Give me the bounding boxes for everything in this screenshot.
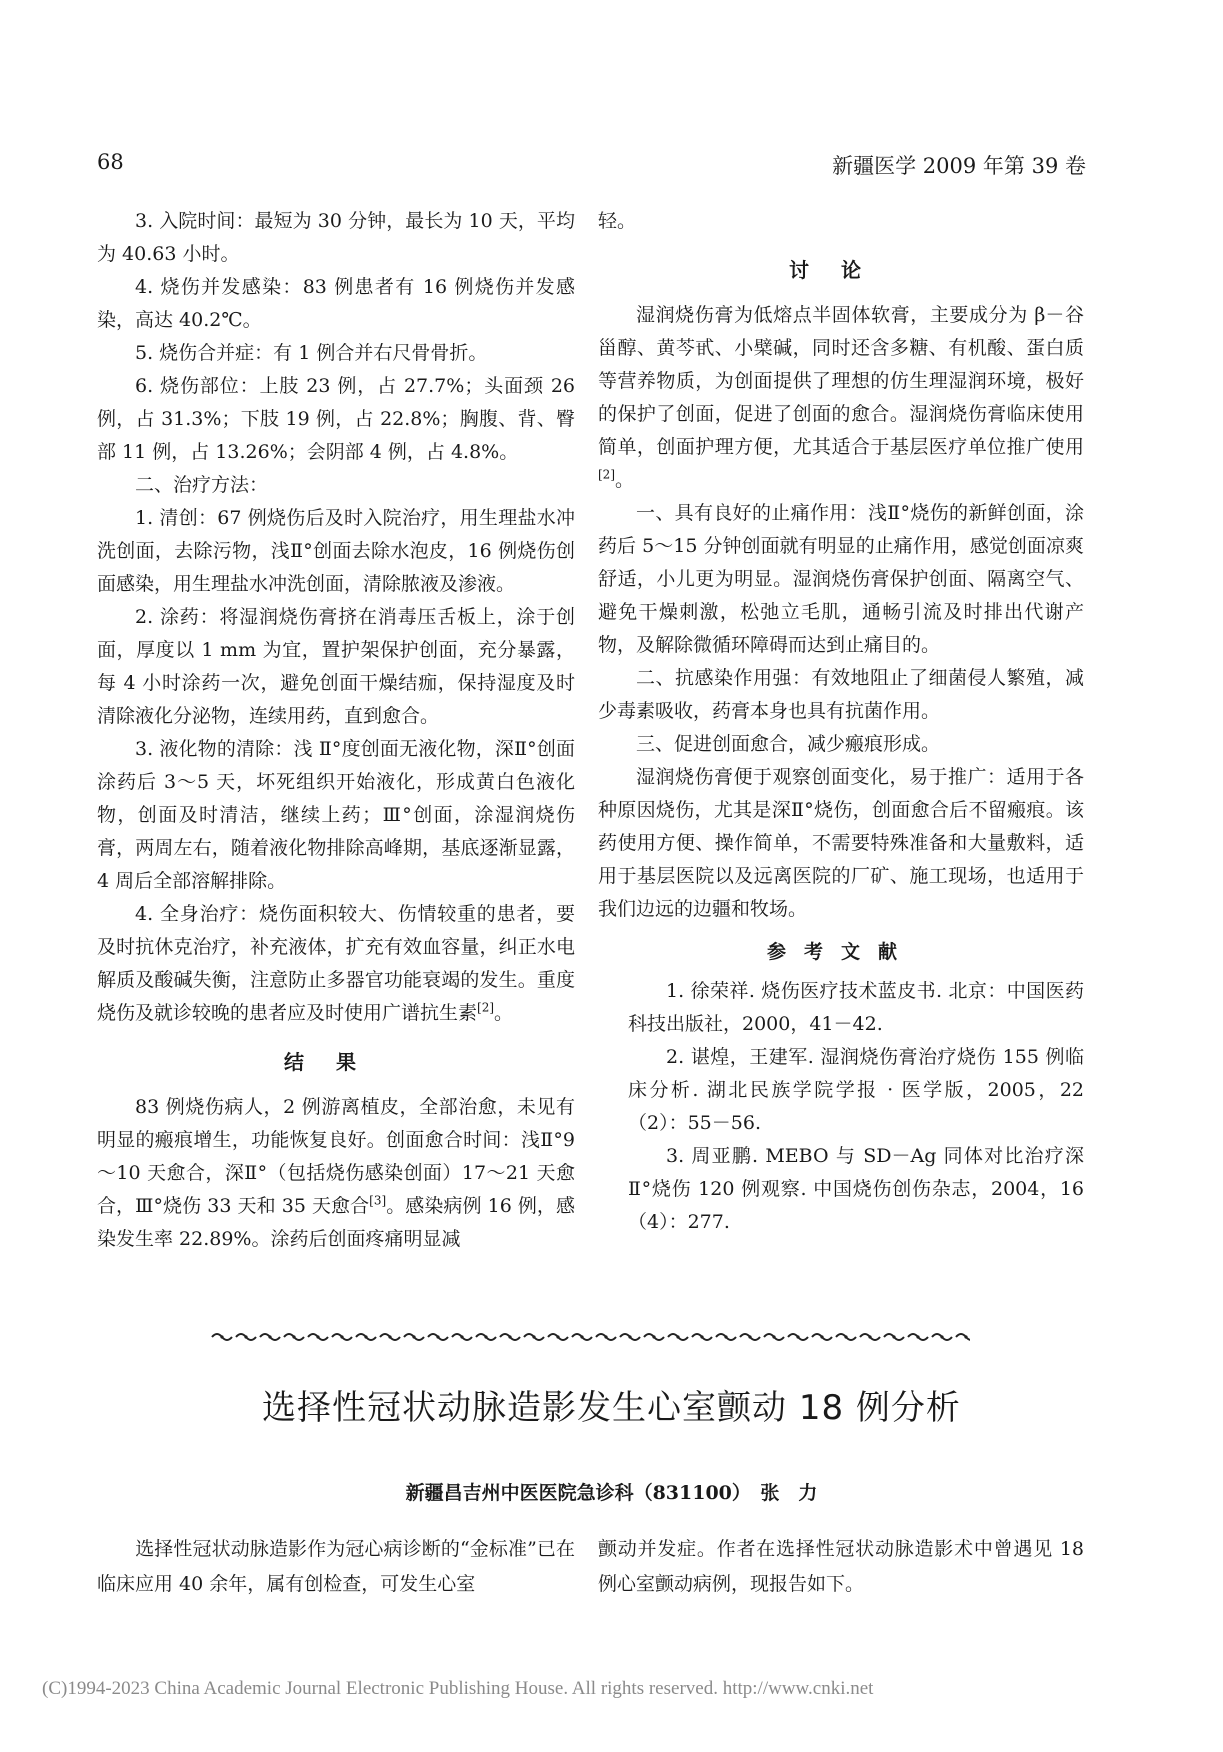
- paragraph: 颤动并发症。作者在选择性冠状动脉造影术中曾遇见 18 例心室颤动病例，现报告如下。: [598, 1538, 1084, 1595]
- paragraph: [598, 299, 1084, 497]
- paragraph: 二、抗感染作用强：有效地阻止了细菌侵人繁殖，减少毒素吸收，药膏本身也具有抗菌作用。: [598, 667, 1084, 722]
- article-title: 选择性冠状动脉造影发生心室颤动 18 例分析: [262, 1388, 961, 1428]
- paragraph-text: 湿润烧伤膏为低熔点半固体软膏，主要成分为 β－谷甾醇、黄芩甙、小檗碱，同时还含多糖、有机酸、蛋白质等营养物质，为创面提供了理想的仿生理湿润环境，极好的保护了创面，促进了创面的愈合。湿润烧伤膏临床使用简单，创面护理方便，尤其适合于基层医疗单位推广使用: [598, 304, 1084, 458]
- journal-running-header: 新疆医学 2009 年第 39 卷: [832, 154, 1086, 178]
- paragraph: [97, 898, 575, 1030]
- paragraph: 3. 入院时间：最短为 30 分钟，最长为 10 天，平均为 40.63 小时。: [97, 210, 575, 265]
- paragraph-continuation: 轻。: [598, 210, 637, 232]
- citation: [3]: [369, 1193, 387, 1208]
- paragraph: 湿润烧伤膏便于观察创面变化，易于推广：适用于各种原因烧伤，尤其是深Ⅱ°烧伤，创面愈合后不留瘢痕。该药使用方便、操作简单，不需要特殊准备和大量敷料，适用于基层医院以及远离医院的厂矿、施工现场，也适用于我们边远的边疆和牧场。: [598, 766, 1084, 920]
- paragraph: 三、促进创面愈合，减少瘢痕形成。: [636, 733, 941, 755]
- paragraph: 3. 液化物的清除：浅 Ⅱ°度创面无液化物，深Ⅱ°创面涂药后 3～5 天，坏死组织开始液化，形成黄白色液化物，创面及时清洁，继续上药；Ⅲ°创面，涂湿润烧伤膏，两周左右，随着液化物排除高峰期，基底逐渐显露，4 周后全部溶解排除。: [97, 738, 575, 892]
- author-line: 新疆昌吉州中医医院急诊科（831100） 张 力: [405, 1482, 818, 1504]
- intro-right: [598, 1532, 1084, 1602]
- paragraph-end: 。: [615, 469, 635, 491]
- paragraph: 4. 烧伤并发感染：83 例患者有 16 例烧伤并发感染，高达 40.2℃。: [97, 276, 575, 331]
- paragraph-text: 83 例烧伤病人，2 例游离植皮，全部治愈，未见有明显的瘢痕增生，功能恢复良好。创面愈合时间：浅Ⅱ°9～10 天愈合，深Ⅱ°（包括烧伤感染创面）17～21 天愈合，Ⅲ°烧伤 33 天和 35 天愈合: [97, 1096, 575, 1217]
- paragraph-end: 。感染病例 16 例，感染发生率 22.89%。涂药后创面疼痛明显减: [97, 1195, 575, 1250]
- paragraph: 2. 涂药：将湿润烧伤膏挤在消毒压舌板上，涂于创面，厚度以 1 mm 为宜，置护架保护创面，充分暴露，每 4 小时涂药一次，避免创面干燥结痂，保持湿度及时清除液化分泌物，连续用药，直到愈合。: [97, 606, 575, 727]
- references-heading: 参考文献: [766, 941, 915, 963]
- paragraph: 1. 清创：67 例烧伤后及时入院治疗，用生理盐水冲洗创面，去除污物，浅Ⅱ°创面去除水泡皮，16 例烧伤创面感染，用生理盐水冲洗创面，清除脓液及渗液。: [97, 507, 575, 595]
- citation: [2]: [598, 467, 615, 482]
- intro-left: [97, 1532, 575, 1602]
- reference-item: 3. 周亚鹏. MEBO 与 SD－Ag 同体对比治疗深Ⅱ°烧伤 120 例观察. 中国烧伤创伤杂志，2004，16（4）：277.: [628, 1145, 1084, 1233]
- paragraph: [97, 1091, 575, 1256]
- reference-item: 1. 徐荣祥. 烧伤医疗技术蓝皮书. 北京：中国医药科技出版社，2000，41－42.: [628, 980, 1084, 1035]
- paragraph-end: 。: [494, 1002, 514, 1024]
- citation: [2]: [477, 1000, 495, 1015]
- discussion-heading: 讨论: [789, 258, 893, 282]
- copyright-footer: (C)1994-2023 China Academic Journal Electronic Publishing House. All rights reserved. http://www.cnki.net: [42, 1678, 874, 1699]
- reference-item: 2. 谌煌，王建军. 湿润烧伤膏治疗烧伤 155 例临床分析. 湖北民族学院学报 · 医学版，2005，22（2）：55－56.: [628, 1046, 1084, 1134]
- paragraph: 5. 烧伤合并症：有 1 例合并右尺骨骨折。: [135, 342, 488, 364]
- results-heading: 结果: [284, 1050, 388, 1074]
- ornamental-divider: [210, 1330, 970, 1344]
- paragraph: 6. 烧伤部位：上肢 23 例，占 27.7%；头面颈 26 例，占 31.3%；下肢 19 例，占 22.8%；胸腹、背、臀部 11 例，占 13.26%；会阴部 4 例，占 4.8%。: [97, 375, 575, 463]
- left-column: [97, 205, 575, 1256]
- right-column: [598, 205, 1084, 1239]
- paragraph: 一、具有良好的止痛作用：浅Ⅱ°烧伤的新鲜创面，涂药后 5～15 分钟创面就有明显的止痛作用，感觉创面凉爽舒适，小儿更为明显。湿润烧伤膏保护创面、隔离空气、避免干燥刺激，松弛立毛肌，通畅引流及时排出代谢产物，及解除微循环障碍而达到止痛目的。: [598, 502, 1084, 656]
- paragraph: 选择性冠状动脉造影作为冠心病诊断的“金标准”已在临床应用 40 余年，属有创检查，可发生心室: [97, 1538, 575, 1595]
- paragraph: 二、治疗方法：: [135, 474, 269, 496]
- page-number: 68: [97, 150, 124, 174]
- paragraph-text: 4. 全身治疗：烧伤面积较大、伤情较重的患者，要及时抗休克治疗，补充液体，扩充有效血容量，纠正水电解质及酸碱失衡，注意防止多器官功能衰竭的发生。重度烧伤及就诊较晚的患者应及时使用广谱抗生素: [97, 903, 575, 1024]
